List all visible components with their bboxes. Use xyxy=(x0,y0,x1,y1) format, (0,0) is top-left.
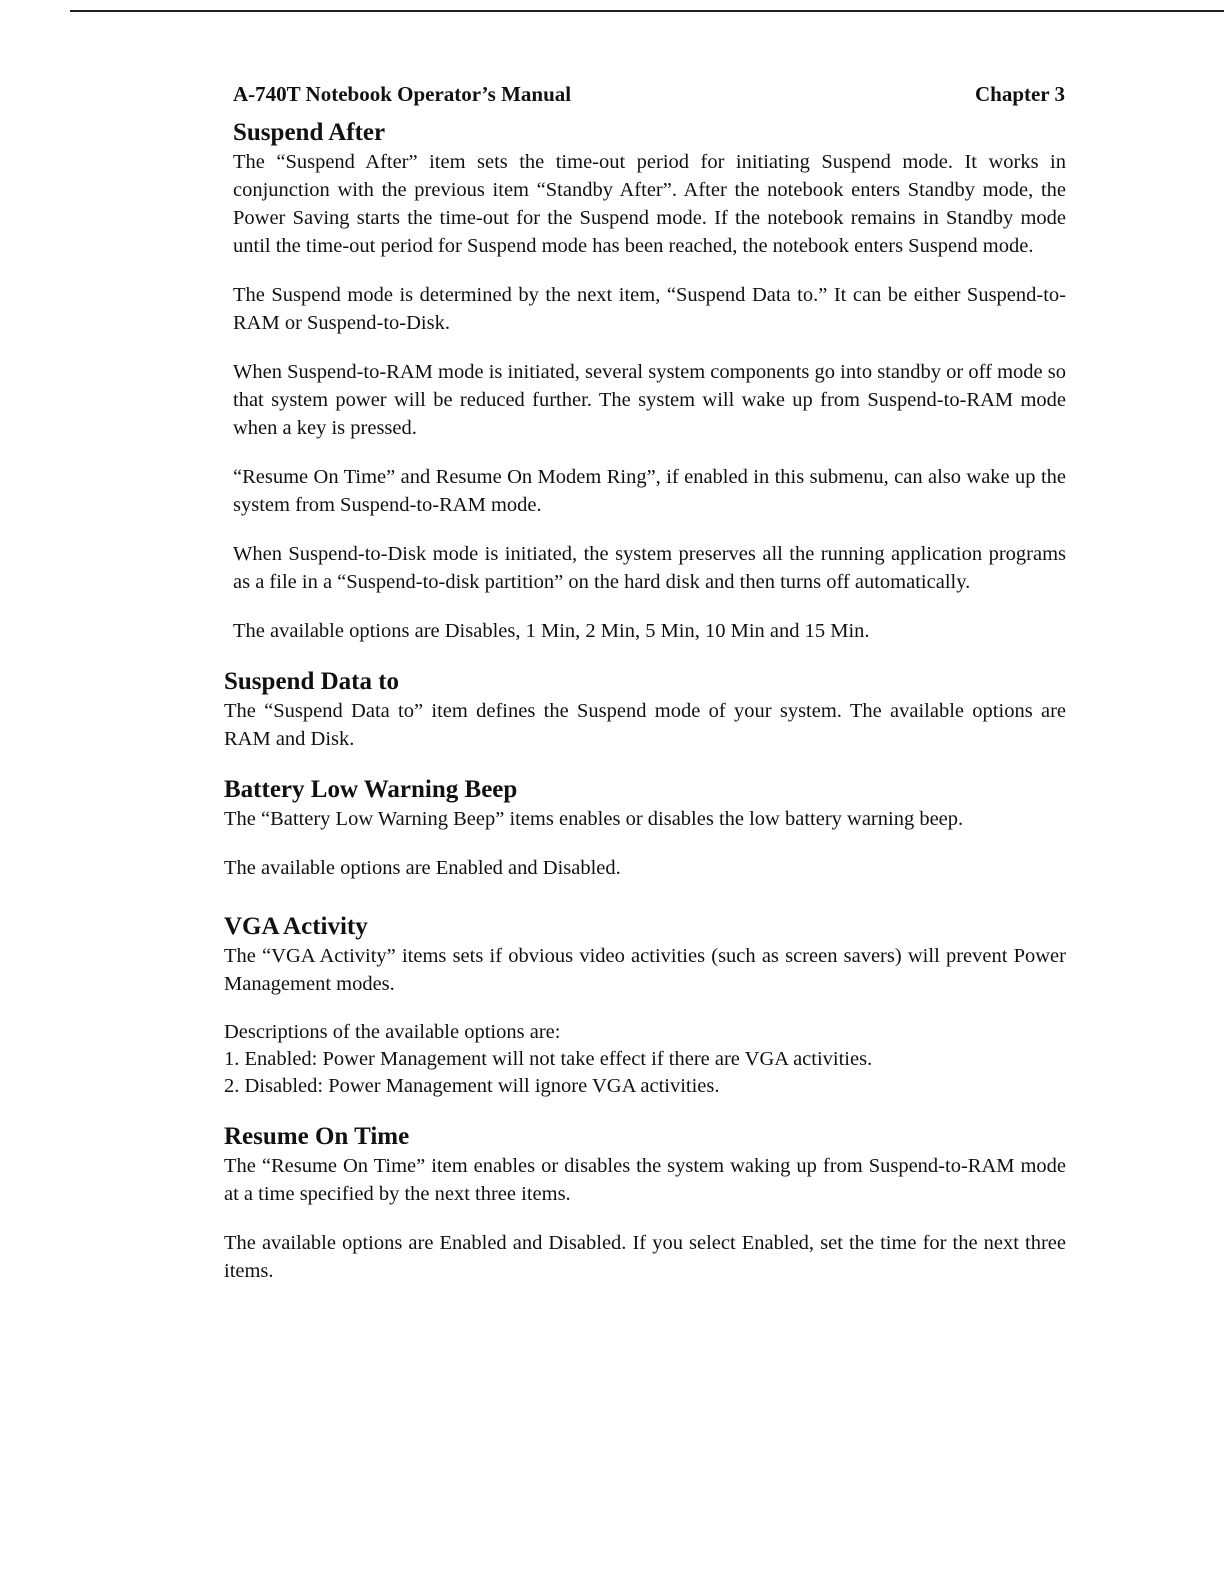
paragraph: “Resume On Time” and Resume On Modem Ring”, if enabled in this submenu, can also wake up the system from Suspend-to-RAM mode. xyxy=(233,466,1066,516)
paragraph: The “Suspend Data to” item defines the Suspend mode of your system. The available options are RAM and Disk. xyxy=(224,700,1066,750)
paragraph: The available options are Disables, 1 Min, 2 Min, 5 Min, 10 Min and 15 Min. xyxy=(233,620,870,642)
section-title: VGA Activity xyxy=(224,913,368,940)
paragraph: The “Suspend After” item sets the time-out period for initiating Suspend mode. It works in conjunction with the previous item “Standby After”. After the notebook enters Standby mode, the Power Saving starts the time-out for the Suspend mode. If the notebook remains in Standby mode until the time-out period for Suspend mode has been reached, the notebook enters Suspend mode. xyxy=(233,151,1066,257)
section-resume-on-time xyxy=(224,1122,1066,1285)
section-vga-activity xyxy=(224,912,1066,1100)
paragraph: The Suspend mode is determined by the next item, “Suspend Data to.” It can be either Suspend-to-RAM or Suspend-to-Disk. xyxy=(233,284,1066,334)
section-suspend-after xyxy=(233,118,1066,645)
section-title: Suspend Data to xyxy=(224,668,400,695)
page-content xyxy=(224,118,1066,1285)
chapter-label: Chapter 3 xyxy=(974,82,1065,106)
paragraph: When Suspend-to-RAM mode is initiated, several system components go into standby or off mode so that system power will be reduced further. The system will wake up from Suspend-to-RAM mode when a key is pressed. xyxy=(233,361,1066,439)
paragraph: The available options are Enabled and Disabled. If you select Enabled, set the time for the next three items. xyxy=(224,1232,1066,1282)
section-title: Resume On Time xyxy=(224,1123,410,1150)
section-suspend-data-to xyxy=(224,667,1066,753)
options-intro: Descriptions of the available options are: xyxy=(224,1021,561,1043)
paragraph: The “VGA Activity” items sets if obvious video activities (such as screen savers) will prevent Power Management modes. xyxy=(224,945,1066,995)
paragraph: The “Resume On Time” item enables or disables the system waking up from Suspend-to-RAM mode at a time specified by the next three items. xyxy=(224,1155,1066,1205)
top-rule xyxy=(70,10,1224,12)
section-title: Suspend After xyxy=(233,119,386,146)
paragraph: When Suspend-to-Disk mode is initiated, the system preserves all the running application programs as a file in a “Suspend-to-disk partition” on the hard disk and then turns off automatically. xyxy=(233,543,1066,593)
section-title: Battery Low Warning Beep xyxy=(224,776,518,803)
option-item: 1. Enabled: Power Management will not take effect if there are VGA activities. xyxy=(224,1048,873,1070)
manual-title: A-740T Notebook Operator’s Manual xyxy=(233,82,572,106)
paragraph: The “Battery Low Warning Beep” items enables or disables the low battery warning beep. xyxy=(224,808,964,830)
section-battery-low-warning-beep xyxy=(224,775,1066,882)
options-list xyxy=(224,1019,1066,1100)
paragraph: The available options are Enabled and Disabled. xyxy=(224,857,621,879)
page-header xyxy=(233,82,1065,107)
option-item: 2. Disabled: Power Management will ignore VGA activities. xyxy=(224,1075,720,1097)
